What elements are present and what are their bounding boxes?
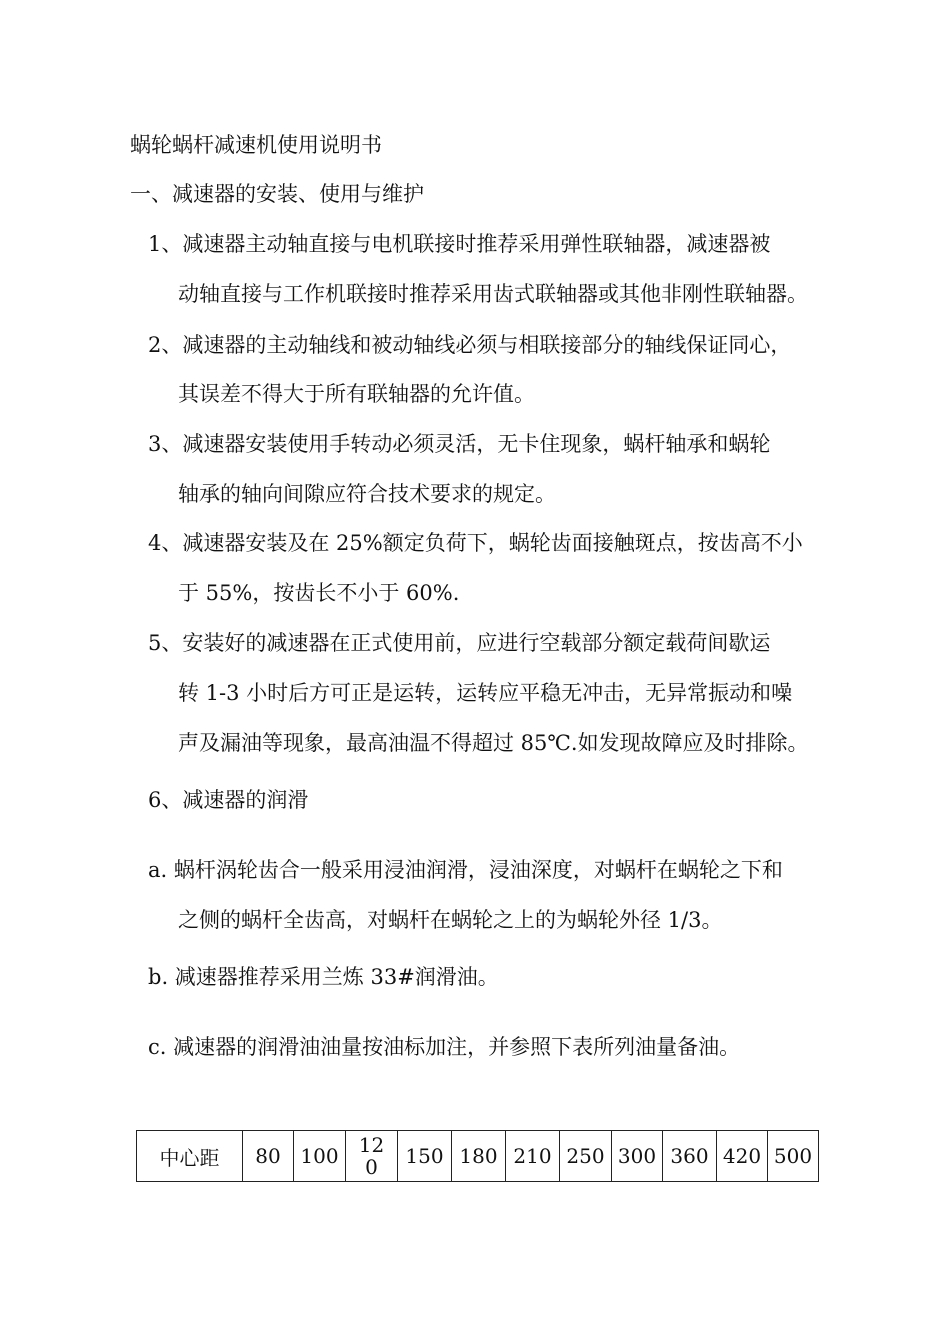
table-cell: 250 [560,1131,612,1182]
item-2-line-1: 2、减速器的主动轴线和被动轴线必须与相联接部分的轴线保证同心， [148,333,792,357]
table-cell: 420 [717,1131,768,1182]
sub-c-line-1: c. 减速器的润滑油油量按油标加注，并参照下表所列油量备油。 [148,1035,741,1059]
sub-b-line-1: b. 减速器推荐采用兰炼 33#润滑油。 [148,965,499,989]
section-heading: 一、减速器的安装、使用与维护 [130,182,424,206]
table-cell: 150 [398,1131,452,1182]
table-cell: 210 [506,1131,560,1182]
sub-a-line-2: 之侧的蜗杆全齿高，对蜗杆在蜗轮之上的为蜗轮外径 1/3。 [178,908,723,932]
item-1-line-2: 动轴直接与工作机联接时推荐采用齿式联轴器或其他非刚性联轴器。 [178,282,808,306]
item-3-line-1: 3、减速器安装使用手转动必须灵活，无卡住现象，蜗杆轴承和蜗轮 [148,432,771,456]
item-4-line-2: 于 55%，按齿长不小于 60%. [178,581,460,605]
item-4-line-1: 4、减速器安装及在 25%额定负荷下，蜗轮齿面接触斑点，按齿高不小 [148,531,803,555]
doc-title: 蜗轮蜗杆减速机使用说明书 [130,133,382,157]
item-6-heading: 6、减速器的润滑 [148,788,309,812]
table-cell: 360 [663,1131,717,1182]
item-5-line-1: 5、安装好的减速器在正式使用前，应进行空载部分额定载荷间歇运 [148,631,771,655]
item-1-line-1: 1、减速器主动轴直接与电机联接时推荐采用弹性联轴器，减速器被 [148,232,771,256]
table-cell: 80 [243,1131,294,1182]
item-3-line-2: 轴承的轴向间隙应符合技术要求的规定。 [178,482,556,506]
center-distance-table [136,1130,819,1182]
table-cell: 120 [346,1131,398,1182]
table-cell: 180 [452,1131,506,1182]
table-header-cell: 中心距 [137,1131,243,1182]
table-cell: 100 [294,1131,346,1182]
sub-a-line-1: a. 蜗杆涡轮齿合一般采用浸油润滑，浸油深度，对蜗杆在蜗轮之下和 [148,858,783,882]
table-row [137,1131,819,1182]
item-5-line-2: 转 1-3 小时后方可正是运转，运转应平稳无冲击，无异常振动和噪 [178,681,793,705]
item-2-line-2: 其误差不得大于所有联轴器的允许值。 [178,382,535,406]
item-5-line-3: 声及漏油等现象，最高油温不得超过 85℃.如发现故障应及时排除。 [178,731,809,755]
table-cell: 500 [768,1131,819,1182]
table-cell: 300 [612,1131,663,1182]
